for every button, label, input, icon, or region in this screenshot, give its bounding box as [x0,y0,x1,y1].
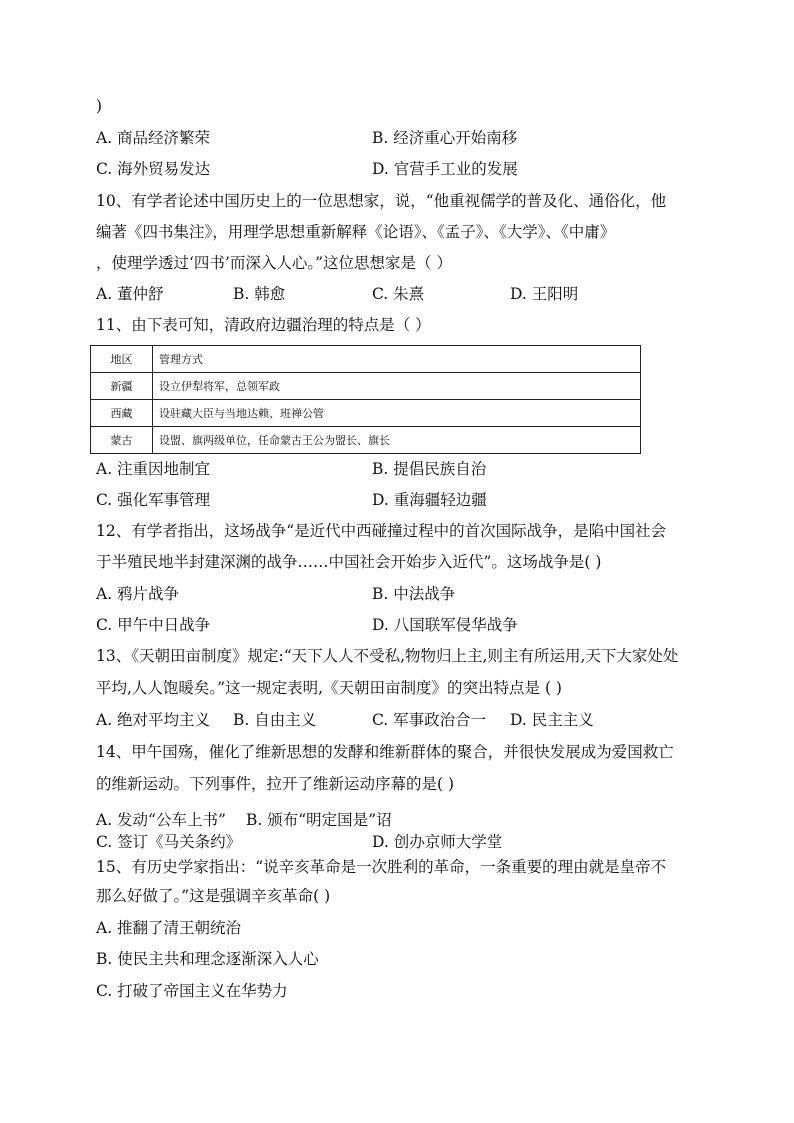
q10-option-b: B. 韩愈 [233,285,286,303]
q15-stem-line-2: 那么好做了。”这是强调辛亥革命( ) [96,887,331,905]
q13-stem-line-2: 平均,人人饱暖矣。”这一规定表明,《天朝田亩制度》的突出特点是 ( ) [96,679,562,697]
q14-option-c: C. 签订《马关条约》 [96,833,242,851]
q15-option-b: B. 使民主共和理念逐渐深入人心 [96,950,319,968]
q10-stem-line-3: ，使理学透过‘四书’而深入人心。”这位思想家是（ ） [96,254,452,272]
q9-option-a: A. 商品经济繁荣 [96,129,211,147]
q11-option-d: D. 重海疆轻边疆 [372,491,487,509]
q15-stem-line-1: 15、有历史学家指出：“说辛亥革命是一次胜利的革命，一条重要的理由就是皇帝不 [96,858,667,876]
q10-option-c: C. 朱熹 [372,285,425,303]
q9-option-b: B. 经济重心开始南移 [372,129,518,147]
q12-option-d: D. 八国联军侵华战争 [372,616,518,634]
q12-option-b: B. 中法战争 [372,585,456,603]
q10-option-d: D. 王阳明 [510,285,579,303]
q9-stem-tail: ) [96,97,103,115]
table-row [91,427,641,454]
q11-stem: 11、由下表可知，清政府边疆治理的特点是（ ） [96,316,431,334]
table-row [91,400,641,427]
q13-stem-line-1: 13、《天朝田亩制度》规定:“天下人人不受私,物物归上主,则主有所运用,天下大家处处 [96,647,679,665]
table-cell: 新疆 [91,373,153,400]
q13-option-a: A. 绝对平均主义 [96,711,211,729]
q10-stem-line-2: 编著《四书集注》，用理学思想重新解释《论语》、《孟子》、《大学》、《中庸》 [96,223,616,241]
q9-option-c: C. 海外贸易发达 [96,160,211,178]
q12-stem-line-1: 12、有学者指出，这场战争“是近代中西碰撞过程中的首次国际战争，是陷中国社会 [96,522,667,540]
q14-option-a: A. 发动“公车上书” [96,811,226,829]
table-row [91,346,641,373]
q13-option-c: C. 军事政治合一 [372,711,487,729]
q12-option-c: C. 甲午中日战争 [96,616,211,634]
q9-option-d: D. 官营手工业的发展 [372,160,518,178]
q14-stem-line-1: 14、甲午国殇，催化了维新思想的发酵和维新群体的聚合，并很快发展成为爱国救亡 [96,743,674,761]
q14-stem-line-2: 的维新运动。下列事件，拉开了维新运动序幕的是( ) [96,775,455,793]
q12-stem-line-2: 于半殖民地半封建深渊的战争……中国社会开始步入近代”。这场战争是( ) [96,553,602,571]
q10-stem-line-1: 10、有学者论述中国历史上的一位思想家，说，“他重视儒学的普及化、通俗化，他 [96,192,667,210]
table-cell: 西藏 [91,400,153,427]
q11-option-b: B. 提倡民族自治 [372,460,487,478]
q13-option-b: B. 自由主义 [233,711,317,729]
table-cell: 设立伊犁将军，总领军政 [153,373,641,400]
table-cell: 地区 [91,346,153,373]
q15-option-c: C. 打破了帝国主义在华势力 [96,982,288,1000]
q14-option-b: B. 颁布“明定国是”诏 [246,811,392,829]
table-cell: 管理方式 [153,346,641,373]
q14-option-d: D. 创办京师大学堂 [372,833,503,851]
q10-option-a: A. 董仲舒 [96,285,164,303]
q11-option-a: A. 注重因地制宜 [96,460,211,478]
table-cell: 蒙古 [91,427,153,454]
q11-table [90,345,641,454]
table-row [91,373,641,400]
table-cell: 设盟、旗两级单位，任命蒙古王公为盟长、旗长 [153,427,641,454]
q13-option-d: D. 民主主义 [510,711,594,729]
table-cell: 设驻藏大臣与当地达赖、班禅公管 [153,400,641,427]
q11-option-c: C. 强化军事管理 [96,491,211,509]
q15-option-a: A. 推翻了清王朝统治 [96,919,242,937]
q12-option-a: A. 鸦片战争 [96,585,180,603]
